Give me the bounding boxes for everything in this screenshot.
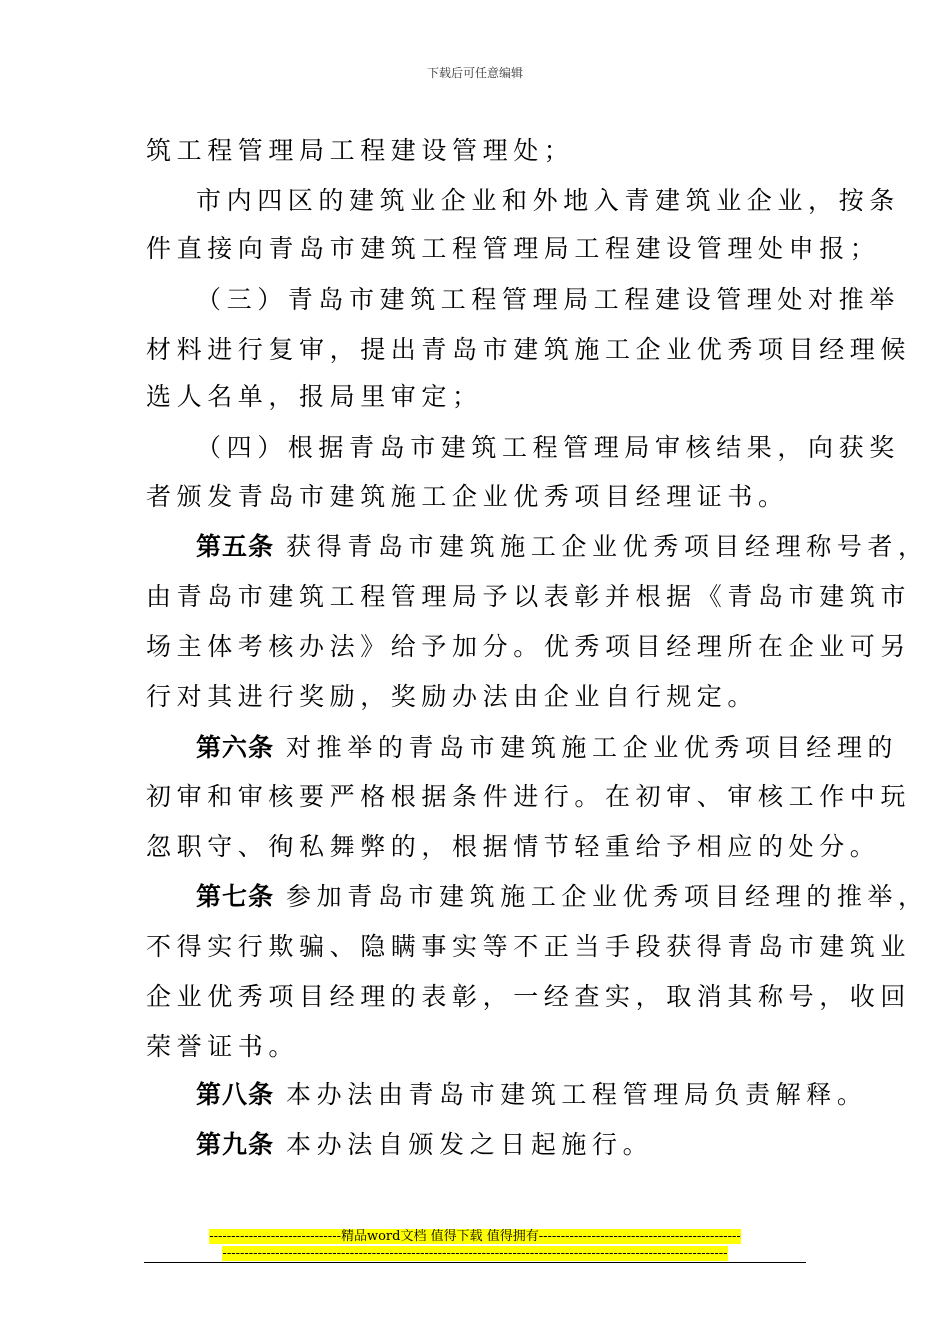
body-line xyxy=(146,680,816,714)
footer-dash-line: ------------------------------------------------------------------------------------------------------------------- xyxy=(222,1246,728,1261)
body-line-text: 荣誉证书。 xyxy=(146,1032,300,1061)
body-line-text: 件直接向青岛市建筑工程管理局工程建设管理处申报； xyxy=(146,234,881,263)
body-line xyxy=(146,480,816,514)
article-label: 第八条 xyxy=(196,1080,275,1109)
body-line xyxy=(146,380,816,414)
body-line xyxy=(196,880,929,914)
body-line-text: 场主体考核办法》给予加分。优秀项目经理所在企业可另 xyxy=(146,632,912,661)
body-line-text: 企业优秀项目经理的表彰，一经查实，取消其称号，收回 xyxy=(146,982,912,1011)
body-line-text: （三）青岛市建筑工程管理局工程建设管理处对推举 xyxy=(196,285,900,314)
body-line xyxy=(146,580,912,614)
footer-rule xyxy=(144,1262,806,1263)
body-line-text: 筑工程管理局工程建设管理处； xyxy=(146,136,575,165)
body-line-text: （四）根据青岛市建筑工程管理局审核结果，向获奖 xyxy=(196,433,900,462)
body-line-text: 忽职守、徇私舞弊的，根据情节轻重给予相应的处分。 xyxy=(146,832,881,861)
body-line-text: 选人名单，报局里审定； xyxy=(146,382,483,411)
body-line-text: 不得实行欺骗、隐瞒事实等不正当手段获得青岛市建筑业 xyxy=(146,932,912,961)
article-label: 第九条 xyxy=(196,1130,275,1159)
body-line-text: 本办法由青岛市建筑工程管理局负责解释。 xyxy=(286,1080,868,1109)
body-line xyxy=(146,930,912,964)
body-line xyxy=(146,630,912,664)
footer-banner-text: ------------------------------精品word文档 值得下载 值得拥有---------------------------------------------- xyxy=(209,1229,741,1244)
body-line xyxy=(146,780,912,814)
footer-banner-line-2 xyxy=(0,1245,950,1262)
body-line xyxy=(146,1030,816,1064)
body-line xyxy=(196,431,900,465)
body-line-text: 初审和审核要严格根据条件进行。在初审、审核工作中玩 xyxy=(146,782,912,811)
body-line xyxy=(196,283,900,317)
body-line xyxy=(196,1078,866,1112)
body-line-text: 对推举的青岛市建筑施工企业优秀项目经理的 xyxy=(286,733,899,762)
body-line xyxy=(196,530,929,564)
body-line xyxy=(196,731,899,765)
body-line xyxy=(146,232,881,266)
body-line-text: 市内四区的建筑业企业和外地入青建筑业企业，按条 xyxy=(196,186,900,215)
body-line-text: 获得青岛市建筑施工企业优秀项目经理称号者， xyxy=(286,532,929,561)
body-line xyxy=(146,333,912,367)
body-line xyxy=(146,980,912,1014)
body-line-text: 参加青岛市建筑施工企业优秀项目经理的推举， xyxy=(286,882,929,911)
body-line-text: 行对其进行奖励，奖励办法由企业自行规定。 xyxy=(146,682,759,711)
body-line xyxy=(196,1128,866,1162)
body-line-text: 材料进行复审，提出青岛市建筑施工企业优秀项目经理候 xyxy=(146,335,912,364)
body-line xyxy=(146,134,816,168)
article-label: 第六条 xyxy=(196,733,275,762)
body-line xyxy=(196,184,900,218)
body-line-text: 由青岛市建筑工程管理局予以表彰并根据《青岛市建筑市 xyxy=(146,582,912,611)
body-line xyxy=(146,830,881,864)
article-label: 第五条 xyxy=(196,532,275,561)
body-line-text: 本办法自颁发之日起施行。 xyxy=(286,1130,654,1159)
footer-banner-line-1 xyxy=(0,1228,950,1245)
article-label: 第七条 xyxy=(196,882,275,911)
page-header-note: 下载后可任意编辑 xyxy=(426,66,523,80)
body-line-text: 者颁发青岛市建筑施工企业优秀项目经理证书。 xyxy=(146,482,789,511)
